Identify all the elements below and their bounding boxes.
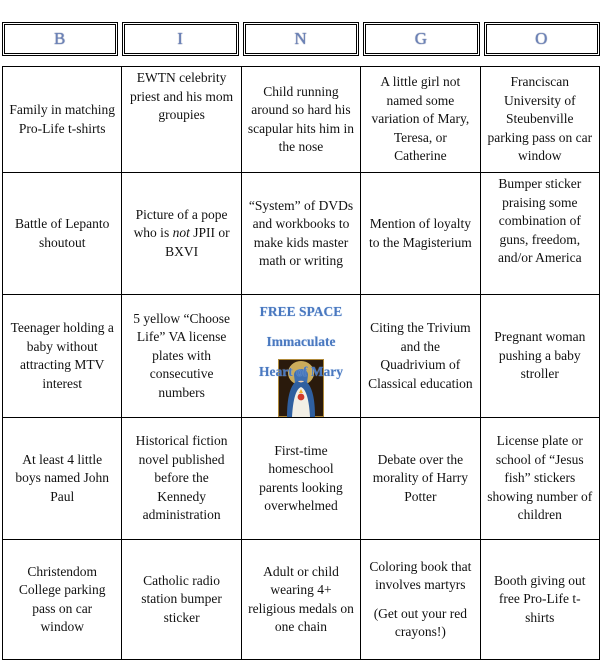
cell-text-before: Picture of a pope who is xyxy=(133,206,228,241)
free-space-line-3: Heart of Mary xyxy=(258,364,343,379)
bingo-cell xyxy=(480,418,599,540)
bingo-cell xyxy=(122,295,241,418)
board-row xyxy=(3,540,600,660)
cell-text: “System” of DVDs and workbooks to make kids master math or writing xyxy=(248,197,354,268)
header-letter-n: N xyxy=(243,22,359,56)
header-letter-b: B xyxy=(2,22,118,56)
board-row xyxy=(3,418,600,540)
cell-note: (Get out your red crayons!) xyxy=(373,605,468,639)
cell-text: Historical fiction novel published before the Kennedy administration xyxy=(135,433,228,523)
bingo-cell xyxy=(122,173,241,295)
cell-text: EWTN celebrity priest and his mom groupies xyxy=(130,70,234,122)
board-row xyxy=(3,67,600,173)
bingo-cell xyxy=(361,418,480,540)
bingo-cell xyxy=(3,418,122,540)
cell-text: Debate over the morality of Harry Potter xyxy=(372,451,468,504)
bingo-cell xyxy=(122,67,241,173)
cell-text: Franciscan University of Steubenville parking pass on car window xyxy=(487,74,593,164)
bingo-cell xyxy=(3,540,122,660)
bingo-cell xyxy=(241,418,360,540)
header-letter-i: I xyxy=(122,22,238,56)
cell-text: Family in matching Pro-Life t-shirts xyxy=(9,102,116,136)
free-space-line-2: Immaculate xyxy=(266,334,336,349)
cell-text: First-time homeschool parents looking overwhelmed xyxy=(259,442,343,513)
cell-text: License plate or school of “Jesus fish” stickers showing number of children xyxy=(487,433,593,523)
free-space-cell xyxy=(241,295,360,418)
cell-text: 5 yellow “Choose Life” VA license plates with consecutive numbers xyxy=(133,310,230,400)
cell-text: Citing the Trivium and the Quadrivium of Classical education xyxy=(368,320,473,391)
free-space xyxy=(248,297,354,415)
cell-text: Mention of loyalty to the Magisterium xyxy=(369,216,472,250)
bingo-cell xyxy=(3,295,122,418)
bingo-cell xyxy=(361,67,480,173)
cell-text-after: JPII or BXVI xyxy=(165,225,230,259)
cell-text: Booth giving out free Pro-Life t-shirts xyxy=(494,572,586,625)
board-row xyxy=(3,295,600,418)
bingo-cell xyxy=(241,540,360,660)
bingo-cell xyxy=(241,67,360,173)
bingo-cell xyxy=(480,540,599,660)
cell-text: Child running around so hard his scapular hits him in the nose xyxy=(247,83,355,154)
bingo-cell xyxy=(480,173,599,295)
bingo-cell xyxy=(480,295,599,418)
bingo-cell xyxy=(361,540,480,660)
cell-text: Adult or child wearing 4+ religious medals on one chain xyxy=(248,563,354,634)
bingo-cell xyxy=(122,418,241,540)
cell-text: Christendom College parking pass on car window xyxy=(18,563,106,634)
cell-text: Battle of Lepanto shoutout xyxy=(14,216,110,250)
bingo-board xyxy=(2,66,600,660)
cell-text: Coloring book that involves martyrs xyxy=(369,558,472,592)
cell-text xyxy=(134,207,230,259)
cell-text: At least 4 little boys named John Paul xyxy=(15,451,110,504)
bingo-header xyxy=(2,22,600,56)
bingo-cell xyxy=(480,67,599,173)
header-letter-o: O xyxy=(484,22,600,56)
cell-text: Pregnant woman pushing a baby stroller xyxy=(494,329,586,382)
bingo-cell xyxy=(3,173,122,295)
cell-text-emphasis: not xyxy=(172,225,190,241)
bingo-cell xyxy=(361,295,480,418)
bingo-cell xyxy=(241,173,360,295)
cell-text: A little girl not named some variation of Mary, Teresa, or Catherine xyxy=(371,74,470,164)
header-letter-g: G xyxy=(363,22,479,56)
bingo-cell xyxy=(3,67,122,173)
cell-text: Teenager holding a baby without attracting MTV interest xyxy=(10,320,114,391)
cell-text: Bumper sticker praising some combination of guns, freedom, and/or America xyxy=(497,176,582,265)
board-row xyxy=(3,173,600,295)
free-space-label: FREE SPACE xyxy=(259,304,343,319)
bingo-cell xyxy=(122,540,241,660)
bingo-cell xyxy=(361,173,480,295)
cell-text: Catholic radio station bumper sticker xyxy=(141,572,222,625)
